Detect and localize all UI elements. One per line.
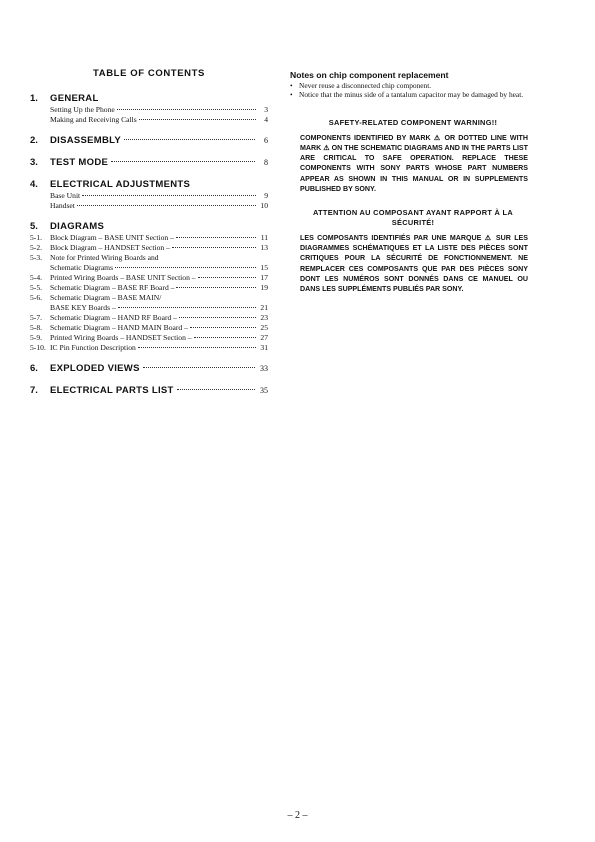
entry-page-number: 25 <box>260 323 268 332</box>
toc-entry[interactable] <box>30 243 268 253</box>
entry-title: Printed Wiring Boards – HANDSET Section – <box>50 333 192 342</box>
section-page-number: 8 <box>264 158 268 167</box>
section-number: 4. <box>30 179 38 190</box>
toc-entry[interactable] <box>30 323 268 333</box>
table-of-contents <box>30 68 268 407</box>
section-title: TEST MODE <box>50 157 109 168</box>
section-title: DIAGRAMS <box>50 221 105 232</box>
toc-section-heading[interactable] <box>30 135 268 147</box>
toc-entry[interactable] <box>30 283 268 293</box>
dot-leader <box>179 317 256 318</box>
entry-title-continued: Schematic Diagrams <box>50 263 114 272</box>
toc-entry-continuation[interactable] <box>30 263 268 273</box>
toc-section-heading[interactable] <box>30 385 268 397</box>
entry-title-continued: BASE KEY Boards – <box>50 303 116 312</box>
note-text: Notice that the minus side of a tantalum capacitor may be damaged by heat. <box>299 90 524 100</box>
toc-entry[interactable] <box>30 253 268 263</box>
dot-leader <box>139 119 256 120</box>
section-number: 6. <box>30 363 38 374</box>
toc-section <box>30 179 268 211</box>
toc-section <box>30 135 268 147</box>
toc-section <box>30 93 268 125</box>
section-page-number: 35 <box>260 386 268 395</box>
chip-replacement-note <box>290 81 530 90</box>
toc-entry[interactable] <box>30 273 268 283</box>
entry-title: Schematic Diagram – BASE MAIN/ <box>50 293 162 302</box>
dot-leader <box>177 389 255 390</box>
entry-number: 5-3. <box>30 253 43 262</box>
section-page-number: 33 <box>260 364 268 373</box>
entry-page-number: 19 <box>260 283 268 292</box>
toc-section <box>30 385 268 397</box>
dot-leader <box>143 367 255 368</box>
entry-page-number: 4 <box>264 115 268 124</box>
bullet-mark: • <box>290 81 293 90</box>
section-title: EXPLODED VIEWS <box>50 363 140 374</box>
dot-leader <box>172 247 256 248</box>
dot-leader <box>194 337 256 338</box>
section-title: ELECTRICAL ADJUSTMENTS <box>50 179 191 190</box>
entry-number: 5-2. <box>30 243 43 252</box>
entry-title: Schematic Diagram – HAND MAIN Board – <box>50 323 188 332</box>
entry-title: Handset <box>50 201 75 210</box>
toc-section-heading[interactable] <box>30 93 268 105</box>
section-number: 5. <box>30 221 38 232</box>
entry-page-number: 13 <box>260 243 268 252</box>
entry-number: 5-5. <box>30 283 43 292</box>
toc-section-heading[interactable] <box>30 179 268 191</box>
toc-entry[interactable] <box>30 191 268 201</box>
entry-page-number: 11 <box>260 233 268 242</box>
entry-title: Printed Wiring Boards – BASE UNIT Section – <box>50 273 196 282</box>
entry-page-number: 3 <box>264 105 268 114</box>
toc-entry[interactable] <box>30 293 268 303</box>
page-number: – 2 – <box>287 810 308 821</box>
section-number: 1. <box>30 93 38 104</box>
dot-leader <box>77 205 256 206</box>
entry-page-number: 27 <box>260 333 268 342</box>
dot-leader <box>111 161 255 162</box>
entry-number: 5-6. <box>30 293 43 302</box>
toc-title: TABLE OF CONTENTS <box>93 68 205 79</box>
toc-entry-continuation[interactable] <box>30 303 268 313</box>
entry-number: 5-9. <box>30 333 43 342</box>
entry-title: Schematic Diagram – BASE RF Board – <box>50 283 175 292</box>
entry-number: 5-7. <box>30 313 43 322</box>
toc-section <box>30 157 268 169</box>
entry-page-number: 31 <box>260 343 268 352</box>
note-text: Never reuse a disconnected chip component. <box>299 81 432 90</box>
toc-entry[interactable] <box>30 333 268 343</box>
entry-number: 5-1. <box>30 233 43 242</box>
safety-warning-body: COMPONENTS IDENTIFIED BY MARK ⚠ OR DOTTED LINE WITH MARK ⚠ ON THE SCHEMATIC DIAGRAMS AND IN THE PARTS LIST ARE CRITICAL TO SAFE OPERATION. REPLACE THESE COMPONENTS WITH SONY PARTS WHOSE PART NUMBERS APPEAR AS SHOWN IN THIS MANUAL OR IN SUPPLEMENTS PUBLISHED BY SONY. <box>300 133 528 193</box>
toc-entry[interactable] <box>30 201 268 211</box>
chip-replacement-notes-title: Notes on chip component replacement <box>290 70 449 80</box>
dot-leader <box>124 139 255 140</box>
dot-leader <box>117 109 256 110</box>
section-title: DISASSEMBLY <box>50 135 122 146</box>
dot-leader <box>118 307 256 308</box>
entry-number: 5-4. <box>30 273 43 282</box>
dot-leader <box>190 327 256 328</box>
entry-title: Schematic Diagram – HAND RF Board – <box>50 313 177 322</box>
toc-section-heading[interactable] <box>30 363 268 375</box>
safety-warning-english <box>290 118 530 194</box>
safety-warning-title-fr: ATTENTION AU COMPOSANT AYANT RAPPORT À LA SÉCURITÉ! <box>313 208 513 228</box>
toc-entry[interactable] <box>30 233 268 243</box>
entry-page-number: 10 <box>260 201 268 210</box>
section-number: 2. <box>30 135 38 146</box>
entry-title: Note for Printed Wiring Boards and <box>50 253 159 262</box>
entry-page-number: 15 <box>260 263 268 272</box>
dot-leader <box>198 277 256 278</box>
entry-number: 5-10. <box>30 343 46 352</box>
entry-title: Setting Up the Phone <box>50 105 115 114</box>
entry-title: Block Diagram – HANDSET Section – <box>50 243 170 252</box>
toc-section-heading[interactable] <box>30 221 268 233</box>
dot-leader <box>176 287 256 288</box>
toc-entry[interactable] <box>30 343 268 353</box>
entry-title: Making and Receiving Calls <box>50 115 137 124</box>
toc-section-heading[interactable] <box>30 157 268 169</box>
section-title: GENERAL <box>50 93 99 104</box>
safety-warning-title: SAFETY-RELATED COMPONENT WARNING!! <box>328 117 498 127</box>
toc-section <box>30 221 268 353</box>
entry-page-number: 23 <box>260 313 268 322</box>
dot-leader <box>138 347 256 348</box>
dot-leader <box>176 237 256 238</box>
entry-page-number: 9 <box>264 191 268 200</box>
entry-page-number: 17 <box>260 273 268 282</box>
toc-entry[interactable] <box>30 115 268 125</box>
safety-warning-french <box>290 208 530 294</box>
entry-number: 5-8. <box>30 323 43 332</box>
section-page-number: 6 <box>264 136 268 145</box>
entry-page-number: 21 <box>260 303 268 312</box>
dot-leader <box>115 267 256 268</box>
toc-sections <box>30 93 268 397</box>
entry-title: Block Diagram – BASE UNIT Section – <box>50 233 174 242</box>
chip-replacement-note <box>290 90 530 99</box>
entry-title: IC Pin Function Description <box>50 343 136 352</box>
section-title: ELECTRICAL PARTS LIST <box>50 385 174 396</box>
toc-entry[interactable] <box>30 105 268 115</box>
safety-warning-body-fr: LES COMPOSANTS IDENTIFIÉS PAR UNE MARQUE ⚠ SUR LES DIAGRAMMES SCHÉMATIQUES ET LA LISTE DES PIÈCES SONT CRITIQUES POUR LA SÉCURITÉ DE FONCTIONNEMENT. NE REMPLACER CES COMPOSANTS QUE PAR DES PIÈCES SONY DONT LES NUMÉROS SONT DONNÉS DANS CE MANUEL OU DANS LES SUPPLÉMENTS PUBLIÉS PAR SONY. <box>300 234 528 294</box>
bullet-mark: • <box>290 90 293 100</box>
toc-section <box>30 363 268 375</box>
dot-leader <box>82 195 256 196</box>
entry-title: Base Unit <box>50 191 81 200</box>
notes-column <box>290 70 530 294</box>
section-number: 3. <box>30 157 38 168</box>
section-number: 7. <box>30 385 38 396</box>
toc-entry[interactable] <box>30 313 268 323</box>
